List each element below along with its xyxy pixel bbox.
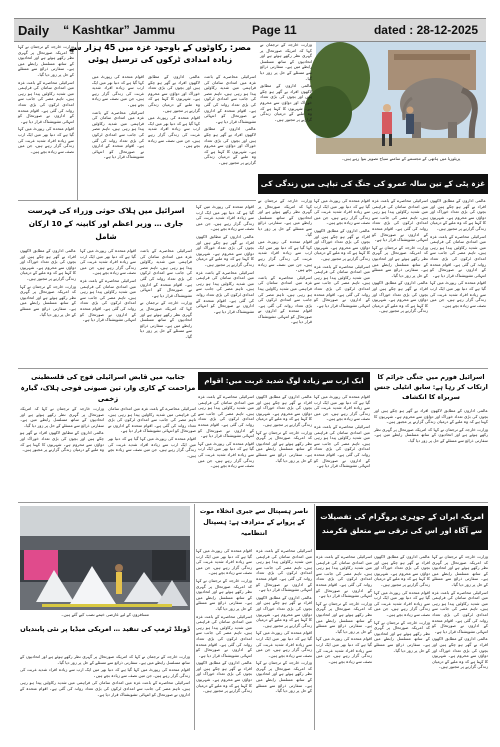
hospital-text-2d: عالمی اداروں کے مطابق لاکھوں افراد بے گھر ہو چکے ہیں اور بچوں کی بڑی تعداد خوراک اور دواؤں سے محروم ہے۔ شہریوں کا کہنا ہے کہ وہ ملبے کے درمیان زندگی گزارنے پر مجبور ہیں۔ (196, 660, 252, 694)
gaza-text-3: اقوام متحدہ کی رپورٹ میں کہا گیا ہے کہ دنیا بھر میں ایک ارب سے زیادہ افراد شدید غربت کی زندگی گزار رہے ہیں، جن میں نصف سے زیادہ بچے ہیں۔ (314, 198, 370, 226)
poverty-text-2b: وزارت خارجہ کے ترجمان نے کہا کہ امریکہ صورتحال پر گہری نظر رکھے ہوئے ہے اور اتحادیوں کے ساتھ مسلسل رابطے میں ہے۔ سفارتی ذرائع سے مسئلے کے حل پر زور دیا گیا۔ (256, 429, 312, 463)
egypt-text-2: عالمی اداروں کے مطابق لاکھوں افراد بے گھر ہو چکے ہیں اور بچوں کی بڑی تعداد خوراک اور دواؤں سے محروم ہے۔ شہریوں کا کہنا ہے کہ وہ ملبے کے درمیان زندگی گزارنے پر مجبور ہیں۔ (148, 74, 200, 113)
israel-text-2b: اسرائیلی محاصرے کے باعث غزہ میں امدادی سامان کی فراہمی میں شدید رکاوٹیں پیدا ہو رہی ہیں، تاہم مصر کی جانب سے امدادی ٹرکوں کی بڑی تعداد روانہ کی گئی ہے۔ اقوام متحدہ کے اداروں نے صورتحال کو انتہائی تشویشناک قرار دیا ہے۔ (80, 277, 136, 323)
media-col (20, 654, 190, 728)
israel-text-1b: وزارت خارجہ کے ترجمان نے کہا کہ امریکہ صورتحال پر گہری نظر رکھے ہوئے ہے اور اتحادیوں کے ساتھ مسلسل رابطے میں ہے۔ سفارتی ذرائع سے مسئلے کے حل پر زور دیا گیا۔ (140, 300, 192, 339)
westbank-col-1 (108, 406, 196, 498)
israel-col-2 (80, 248, 136, 364)
iran-text-1c: عالمی اداروں کے مطابق لاکھوں افراد بے گھر ہو چکے ہیں اور بچوں کی بڑی تعداد خوراک اور دواؤں سے محروم ہے۔ شہریوں کا کہنا ہے کہ وہ ملبے کے درمیان زندگی گزارنے پر مجبور ہیں۔ (432, 636, 488, 670)
egypt-column-3 (92, 74, 144, 194)
westbank-text-1: اسرائیلی محاصرے کے باعث غزہ میں امدادی سامان کی فراہمی میں شدید رکاوٹیں پیدا ہو رہی ہیں، تاہم مصر کی جانب سے امدادی ٹرکوں کی بڑی تعداد روانہ کی گئی ہے۔ اقوام متحدہ کے اداروں نے صورتحال کو انتہائی تشویشناک قرار دیا ہے۔ (108, 406, 196, 434)
gaza-text-2b: وزارت خارجہ کے ترجمان نے کہا کہ امریکہ صورتحال پر گہری نظر رکھے ہوئے ہے اور اتحادیوں کے ساتھ مسلسل رابطے میں ہے۔ سفارتی ذرائع سے مسئلے کے حل پر زور دیا گیا۔ (372, 244, 428, 278)
narrow-side-text-c: اسرائیلی محاصرے کے باعث غزہ میں امدادی سامان کی فراہمی میں شدید رکاوٹیں پیدا ہو رہی ہیں، تاہم مصر کی جانب سے امدادی ٹرکوں کی بڑی تعداد روانہ کی گئی ہے۔ اقوام متحدہ کے اداروں نے صورتحال کو انتہائی تشویشناک قرار دیا ہے۔ (196, 269, 254, 314)
hospital-col-1 (256, 548, 312, 730)
iran-text-3c: اقوام متحدہ کی رپورٹ میں کہا گیا ہے کہ دنیا بھر میں ایک ارب سے زیادہ افراد شدید غربت کی زندگی گزار رہے ہیں، جن میں نصف سے زیادہ بچے ہیں۔ (316, 636, 372, 664)
headline-hospital: ناصر ہسپتال سے جبری انخلاء موت کے پروانے کے مترادف ہے: ہسپتال انتظامیہ (199, 507, 309, 537)
divider (18, 368, 488, 369)
headline-israel-list: اسرائیل میں ہلاک حوثی وزراء کی فہرست جاری … وزیر اعظم اور کابینہ کے 10 ارکان شامل (27, 206, 185, 241)
headline-media: ڈونلڈ ٹرمپ کی تنقید … امریکی میڈیا پر نئی پابندیاں (20, 625, 190, 633)
headline-iran: امریکہ ایران کے جوہری پروگرام کی تفصیلات سے آگاہ اور اس کی ترقی سے متعلق فکرمند (316, 506, 488, 550)
poverty-text-3b: اقوام متحدہ کی رپورٹ میں کہا گیا ہے کہ دنیا بھر میں ایک ارب سے زیادہ افراد شدید غربت کی زندگی گزار رہے ہیں، جن میں نصف سے زیادہ بچے ہیں۔ (198, 440, 254, 469)
westbank-col-2 (20, 406, 104, 498)
strip-text-1b: اسرائیلی محاصرے کے باعث غزہ میں امدادی سامان کی فراہمی میں شدید رکاوٹیں پیدا ہو رہی ہیں، تاہم مصر کی جانب سے امدادی ٹرکوں کی بڑی تعداد روانہ کی گئی ہے۔ اقوام متحدہ کے اداروں نے صورتحال کو انتہائی تشویشناک قرار دیا ہے۔ (18, 79, 74, 124)
hospital-text-2b: وزارت خارجہ کے ترجمان نے کہا کہ امریکہ صورتحال پر گہری نظر رکھے ہوئے ہے اور اتحادیوں کے ساتھ مسلسل رابطے میں ہے۔ سفارتی ذرائع سے مسئلے کے حل پر زور دیا گیا۔ (196, 577, 252, 611)
headline-west-bank: جنابیہ میں قابض اسرائیلی فوج کی فلسطینی مزاحمت کے کاری وار، تین صیونی فوجی ہلاک، گیارہ زخمی (20, 373, 196, 403)
israel-col-1 (140, 248, 192, 364)
narrow-side-text: اقوام متحدہ کی رپورٹ میں کہا گیا ہے کہ دنیا بھر میں ایک ارب سے زیادہ افراد شدید غربت کی زندگی گزار رہے ہیں، جن میں نصف سے زیادہ بچے ہیں۔ (196, 204, 254, 232)
poverty-text-2: عالمی اداروں کے مطابق لاکھوں افراد بے گھر ہو چکے ہیں اور بچوں کی بڑی تعداد خوراک اور دواؤں سے محروم ہے۔ شہریوں کا کہنا ہے کہ وہ ملبے کے درمیان زندگی گزارنے پر مجبور ہیں۔ (256, 394, 312, 427)
divider (18, 200, 256, 201)
egypt-column-2 (148, 74, 200, 194)
divider (18, 502, 488, 503)
headline-egypt: مصر: رکاوٹوں کے باوجود غزہ میں 45 ہزار سے زیادہ امدادی ٹرکوں کی ترسیل ہوئی (69, 43, 251, 64)
top-right-text: وزارت خارجہ کے ترجمان نے کہا کہ امریکہ صورتحال پر گہری نظر رکھے ہوئے ہے اور اتحادیوں کے ساتھ مسلسل رابطے میں ہے۔ سفارتی ذرائع سے مسئلے کے حل پر زور دیا گیا۔ (260, 42, 312, 81)
iran-text-1: وزارت خارجہ کے ترجمان نے کہا کہ امریکہ صورتحال پر گہری نظر رکھے ہوئے ہے اور اتحادیوں کے ساتھ مسلسل رابطے میں ہے۔ سفارتی ذرائع سے مسئلے کے حل پر زور دیا گیا۔ (432, 554, 488, 587)
iran-text-2b: اقوام متحدہ کی رپورٹ میں کہا گیا ہے کہ دنیا بھر میں ایک ارب سے زیادہ افراد شدید غربت کی زندگی گزار رہے ہیں، جن میں نصف سے زیادہ بچے ہیں۔ (374, 589, 430, 617)
top-right-text-b: عالمی اداروں کے مطابق لاکھوں افراد بے گھر ہو چکے ہیں اور بچوں کی بڑی تعداد خوراک اور دواؤں سے محروم ہے۔ شہریوں کا کہنا ہے کہ وہ ملبے کے درمیان زندگی گزارنے پر مجبور ہیں۔ (260, 83, 312, 122)
gaza-col-4 (258, 198, 312, 360)
masthead-date: dated : 28-12-2025 (373, 23, 478, 37)
hospital-text-1d: وزارت خارجہ کے ترجمان نے کہا کہ امریکہ صورتحال پر گہری نظر رکھے ہوئے ہے اور اتحادیوں کے ساتھ مسلسل رابطے میں ہے۔ سفارتی ذرائع سے مسئلے کے حل پر زور دیا گیا۔ (256, 660, 312, 694)
egypt-text-3: اقوام متحدہ کی رپورٹ میں کہا گیا ہے کہ دنیا بھر میں ایک ارب سے زیادہ افراد شدید غربت کی زندگی گزار رہے ہیں، جن میں نصف سے زیادہ بچے ہیں۔ (92, 74, 144, 107)
westbank-text-2: وزارت خارجہ کے ترجمان نے کہا کہ امریکہ صورتحال پر گہری نظر رکھے ہوئے ہے اور اتحادیوں کے ساتھ مسلسل رابطے میں ہے۔ سفارتی ذرائع سے مسئلے کے حل پر زور دیا گیا۔ (20, 406, 104, 428)
iran-text-1b: اسرائیلی محاصرے کے باعث غزہ میں امدادی سامان کی فراہمی میں شدید رکاوٹیں پیدا ہو رہی ہیں، تاہم مصر کی جانب سے امدادی ٹرکوں کی بڑی تعداد روانہ کی گئی ہے۔ اقوام متحدہ کے اداروں نے صورتحال کو انتہائی تشویشناک قرار دیا ہے۔ (432, 589, 488, 634)
egypt-column-1 (204, 74, 256, 194)
masthead (14, 18, 486, 42)
divider (314, 504, 315, 730)
elephant-photo (316, 42, 486, 154)
israel-text-1: اسرائیلی محاصرے کے باعث غزہ میں امدادی سامان کی فراہمی میں شدید رکاوٹیں پیدا ہو رہی ہیں، تاہم مصر کی جانب سے امدادی ٹرکوں کی بڑی تعداد روانہ کی گئی ہے۔ اقوام متحدہ کے اداروں نے صورتحال کو انتہائی تشویشناک قرار دیا ہے۔ (140, 248, 192, 298)
hospital-col-2 (196, 548, 252, 730)
iran-text-2c: وزارت خارجہ کے ترجمان نے کہا کہ امریکہ صورتحال پر گہری نظر رکھے ہوئے ہے اور اتحادیوں کے ساتھ مسلسل رابطے میں ہے۔ سفارتی ذرائع سے مسئلے کے حل پر زور دیا گیا۔ (374, 619, 430, 653)
gaza-col-1 (430, 198, 486, 360)
media-text-c: اسرائیلی محاصرے کے باعث غزہ میں امدادی سامان کی فراہمی میں شدید رکاوٹیں پیدا ہو رہی ہیں، تاہم مصر کی جانب سے امدادی ٹرکوں کی بڑی تعداد روانہ کی گئی ہے۔ اقوام متحدہ کے اداروں نے صورتحال کو انتہائی تشویشناک قرار دیا ہے۔ (20, 680, 190, 697)
gaza-text-1: عالمی اداروں کے مطابق لاکھوں افراد بے گھر ہو چکے ہیں اور بچوں کی بڑی تعداد خوراک اور دواؤں سے محروم ہے۔ شہریوں کا کہنا ہے کہ وہ ملبے کے درمیان زندگی گزارنے پر مجبور ہیں۔ (430, 198, 486, 231)
israel-text-2: اقوام متحدہ کی رپورٹ میں کہا گیا ہے کہ دنیا بھر میں ایک ارب سے زیادہ افراد شدید غربت کی زندگی گزار رہے ہیں، جن میں نصف سے زیادہ بچے ہیں۔ (80, 248, 136, 276)
poverty-text-1: اقوام متحدہ کی رپورٹ میں کہا گیا ہے کہ دنیا بھر میں ایک ارب سے زیادہ افراد شدید غربت کی زندگی گزار رہے ہیں، جن میں نصف سے زیادہ بچے ہیں۔ (314, 394, 370, 422)
gaza-text-4: وزارت خارجہ کے ترجمان نے کہا کہ امریکہ صورتحال پر گہری نظر رکھے ہوئے ہے اور اتحادیوں کے ساتھ مسلسل رابطے میں ہے۔ سفارتی ذرائع سے مسئلے کے حل پر زور دیا گیا۔ (258, 198, 312, 237)
strip-text-1c: اقوام متحدہ کی رپورٹ میں کہا گیا ہے کہ دنیا بھر میں ایک ارب سے زیادہ افراد شدید غربت کی زندگی گزار رہے ہیں، جن میں نصف سے زیادہ بچے ہیں۔ (18, 126, 74, 154)
poverty-col-3 (198, 394, 254, 498)
gaza-text-3b: عالمی اداروں کے مطابق لاکھوں افراد بے گھر ہو چکے ہیں اور بچوں کی بڑی تعداد خوراک اور دواؤں سے محروم ہے۔ شہریوں کا کہنا ہے کہ وہ ملبے کے درمیان زندگی گزارنے پر مجبور ہیں۔ (314, 227, 370, 261)
narrow-side-column (196, 204, 254, 364)
divider (77, 42, 78, 200)
masthead-daily: Daily (18, 22, 50, 38)
media-text: وزارت خارجہ کے ترجمان نے کہا کہ امریکہ صورتحال پر گہری نظر رکھے ہوئے ہے اور اتحادیوں کے ساتھ مسلسل رابطے میں ہے۔ سفارتی ذرائع سے مسئلے کے حل پر زور دیا گیا۔ (20, 654, 190, 665)
strip-text-1: وزارت خارجہ کے ترجمان نے کہا کہ امریکہ صورتحال پر گہری نظر رکھے ہوئے ہے اور اتحادیوں کے ساتھ مسلسل رابطے میں ہے۔ سفارتی ذرائع سے مسئلے کے حل پر زور دیا گیا۔ (18, 44, 74, 77)
iran-col-2 (374, 554, 430, 730)
narrow-side-text-b: عالمی اداروں کے مطابق لاکھوں افراد بے گھر ہو چکے ہیں اور بچوں کی بڑی تعداد خوراک اور دواؤں سے محروم ہے۔ شہریوں کا کہنا ہے کہ وہ ملبے کے درمیان زندگی گزارنے پر مجبور ہیں۔ (196, 233, 254, 267)
westbank-text-1b: اقوام متحدہ کی رپورٹ میں کہا گیا ہے کہ دنیا بھر میں ایک ارب سے زیادہ افراد شدید غربت کی زندگی گزار رہے ہیں، جن میں نصف سے زیادہ بچے ہیں۔ (108, 435, 196, 458)
masthead-paper-name: “ Kashtkar” Jammu (63, 23, 176, 37)
warcrimes-text-b: وزارت خارجہ کے ترجمان نے کہا کہ امریکہ صورتحال پر گہری نظر رکھے ہوئے ہے اور اتحادیوں کے ساتھ مسلسل رابطے میں ہے۔ سفارتی ذرائع سے مسئلے کے حل پر زور دیا گیا۔ (374, 426, 488, 443)
iran-col-1 (432, 554, 488, 730)
warcrimes-col (374, 408, 488, 498)
elephant-caption: پریٹوریا میں ہاتھی کے مجسمے کے سامنے سیاح تصویر بنوا رہے ہیں۔ (341, 156, 461, 161)
top-right-text-column (260, 42, 312, 162)
headline-gaza-children: غزہ پٹی کے تین سالہ عمرو کی جنگ کی تباہی میں زندگی کی تلاش (258, 174, 488, 194)
hospital-text-1c: اقوام متحدہ کی رپورٹ میں کہا گیا ہے کہ دنیا بھر میں ایک ارب سے زیادہ افراد شدید غربت کی زندگی گزار رہے ہیں، جن میں نصف سے زیادہ بچے ہیں۔ (256, 630, 312, 658)
iran-text-2: عالمی اداروں کے مطابق لاکھوں افراد بے گھر ہو چکے ہیں اور بچوں کی بڑی تعداد خوراک اور دواؤں سے محروم ہے۔ شہریوں کا کہنا ہے کہ وہ ملبے کے درمیان زندگی گزارنے پر مجبور ہیں۔ (374, 554, 430, 587)
gaza-text-2c: عالمی اداروں کے مطابق لاکھوں افراد بے گھر ہو چکے ہیں اور بچوں کی بڑی تعداد خوراک اور دواؤں سے محروم ہے۔ شہریوں کا کہنا ہے کہ وہ ملبے کے درمیان زندگی گزارنے پر مجبور ہیں۔ (372, 280, 428, 314)
hospital-text-1b: عالمی اداروں کے مطابق لاکھوں افراد بے گھر ہو چکے ہیں اور بچوں کی بڑی تعداد خوراک اور دواؤں سے محروم ہے۔ شہریوں کا کہنا ہے کہ وہ ملبے کے درمیان زندگی گزارنے پر مجبور ہیں۔ (256, 594, 312, 628)
media-text-b: اقوام متحدہ کی رپورٹ میں کہا گیا ہے کہ دنیا بھر میں ایک ارب سے زیادہ افراد شدید غربت کی زندگی گزار رہے ہیں، جن میں نصف سے زیادہ بچے ہیں۔ (20, 667, 190, 678)
egypt-text-1: اسرائیلی محاصرے کے باعث غزہ میں امدادی سامان کی فراہمی میں شدید رکاوٹیں پیدا ہو رہی ہیں، تاہم مصر کی جانب سے امدادی ٹرکوں کی بڑی تعداد روانہ کی گئی ہے۔ اقوام متحدہ کے اداروں نے صورتحال کو انتہائی تشویشناک قرار دیا ہے۔ (204, 74, 256, 124)
israel-text-3: عالمی اداروں کے مطابق لاکھوں افراد بے گھر ہو چکے ہیں اور بچوں کی بڑی تعداد خوراک اور دواؤں سے محروم ہے۔ شہریوں کا کہنا ہے کہ وہ ملبے کے درمیان زندگی گزارنے پر مجبور ہیں۔ (20, 248, 76, 281)
gaza-text-1b: اسرائیلی محاصرے کے باعث غزہ میں امدادی سامان کی فراہمی میں شدید رکاوٹیں پیدا ہو رہی ہیں، تاہم مصر کی جانب سے امدادی ٹرکوں کی بڑی تعداد روانہ کی گئی ہے۔ اقوام متحدہ کے اداروں نے صورتحال کو انتہائی تشویشناک قرار دیا ہے۔ (430, 233, 486, 278)
egypt-text-3b: اسرائیلی محاصرے کے باعث غزہ میں امدادی سامان کی فراہمی میں شدید رکاوٹیں پیدا ہو رہی ہیں، تاہم مصر کی جانب سے امدادی ٹرکوں کی بڑی تعداد روانہ کی گئی ہے۔ اقوام متحدہ کے اداروں نے صورتحال کو انتہائی تشویشناک قرار دیا ہے۔ (92, 109, 144, 160)
gaza-col-3 (314, 198, 370, 360)
westbank-text-2b: عالمی اداروں کے مطابق لاکھوں افراد بے گھر ہو چکے ہیں اور بچوں کی بڑی تعداد خوراک اور دواؤں سے محروم ہے۔ شہریوں کا کہنا ہے کہ وہ ملبے کے درمیان زندگی گزارنے پر مجبور ہیں۔ (20, 430, 104, 453)
gaza-col-2 (372, 198, 428, 360)
israel-text-3b: وزارت خارجہ کے ترجمان نے کہا کہ امریکہ صورتحال پر گہری نظر رکھے ہوئے ہے اور اتحادیوں کے ساتھ مسلسل رابطے میں ہے۔ سفارتی ذرائع سے مسئلے کے حل پر زور دیا گیا۔ (20, 283, 76, 317)
gaza-text-4c: اسرائیلی محاصرے کے باعث غزہ میں امدادی سامان کی فراہمی میں شدید رکاوٹیں پیدا ہو رہی ہیں، تاہم مصر کی جانب سے امدادی ٹرکوں کی بڑی تعداد روانہ کی گئی ہے۔ اقوام متحدہ کے اداروں نے صورتحال کو انتہائی تشویشناک قرار دیا ہے۔ (258, 274, 312, 325)
poverty-col-1 (314, 394, 370, 498)
gaza-text-1c: اقوام متحدہ کی رپورٹ میں کہا گیا ہے کہ دنیا بھر میں ایک ارب سے زیادہ افراد شدید غربت کی زندگی گزار رہے ہیں، جن میں نصف سے زیادہ بچے ہیں۔ (430, 280, 486, 308)
poverty-text-1b: اسرائیلی محاصرے کے باعث غزہ میں امدادی سامان کی فراہمی میں شدید رکاوٹیں پیدا ہو رہی ہیں، تاہم مصر کی جانب سے امدادی ٹرکوں کی بڑی تعداد روانہ کی گئی ہے۔ اقوام متحدہ کے اداروں نے صورتحال کو انتہائی تشویشناک قرار دیا ہے۔ (314, 423, 370, 469)
hospital-text-2c: اسرائیلی محاصرے کے باعث غزہ میں امدادی سامان کی فراہمی میں شدید رکاوٹیں پیدا ہو رہی ہیں، تاہم مصر کی جانب سے امدادی ٹرکوں کی بڑی تعداد روانہ کی گئی ہے۔ اقوام متحدہ کے اداروں نے صورتحال کو انتہائی تشویشناک قرار دیا ہے۔ (196, 613, 252, 658)
divider (194, 504, 195, 730)
hospital-text-2: اقوام متحدہ کی رپورٹ میں کہا گیا ہے کہ دنیا بھر میں ایک ارب سے زیادہ افراد شدید غربت کی زندگی گزار رہے ہیں، جن میں نصف سے زیادہ بچے ہیں۔ (196, 548, 252, 576)
warcrimes-text: عالمی اداروں کے مطابق لاکھوں افراد بے گھر ہو چکے ہیں اور بچوں کی بڑی تعداد خوراک اور دواؤں سے محروم ہے۔ شہریوں کا کہنا ہے کہ وہ ملبے کے درمیان زندگی گزارنے پر مجبور ہیں۔ (374, 408, 488, 425)
masthead-page-number: Page 11 (252, 23, 297, 37)
poverty-col-2 (256, 394, 312, 498)
headline-war-crimes: اسرائیل فورم میں جنگی جرائم کا ارتکاب کر رہا ہے: سابق انٹیلی جنس سربراہ کا انکشاف (374, 373, 488, 401)
egypt-text-1b: عالمی اداروں کے مطابق لاکھوں افراد بے گھر ہو چکے ہیں اور بچوں کی بڑی تعداد خوراک اور دواؤں سے محروم ہے۔ شہریوں کا کہنا ہے کہ وہ ملبے کے درمیان زندگی گزارنے پر مجبور ہیں۔ (204, 126, 256, 165)
gaza-text-4b: اقوام متحدہ کی رپورٹ میں کہا گیا ہے کہ دنیا بھر میں ایک ارب سے زیادہ افراد شدید غربت کی زندگی گزار رہے ہیں، جن میں نصف سے زیادہ بچے ہیں۔ (258, 239, 312, 273)
tents-photo (20, 506, 190, 610)
israel-col-3 (20, 248, 76, 364)
gaza-text-2: اسرائیلی محاصرے کے باعث غزہ میں امدادی سامان کی فراہمی میں شدید رکاوٹیں پیدا ہو رہی ہیں، تاہم مصر کی جانب سے امدادی ٹرکوں کی بڑی تعداد روانہ کی گئی ہے۔ اقوام متحدہ کے اداروں نے صورتحال کو انتہائی تشویشناک قرار دیا ہے۔ (372, 198, 428, 243)
hospital-text-1: اسرائیلی محاصرے کے باعث غزہ میں امدادی سامان کی فراہمی میں شدید رکاوٹیں پیدا ہو رہی ہیں، تاہم مصر کی جانب سے امدادی ٹرکوں کی بڑی تعداد روانہ کی گئی ہے۔ اقوام متحدہ کے اداروں نے صورتحال کو انتہائی تشویشناک قرار دیا ہے۔ (256, 548, 312, 593)
tents-caption: مسافروں کے لیے عارضی خیمے نصب کیے گئے ہیں۔ (60, 612, 149, 617)
egypt-text-2b: اقوام متحدہ کی رپورٹ میں کہا گیا ہے کہ دنیا بھر میں ایک ارب سے زیادہ افراد شدید غربت کی زندگی گزار رہے ہیں، جن میں نصف سے زیادہ بچے ہیں۔ (148, 115, 200, 149)
iran-text-3b: وزارت خارجہ کے ترجمان نے کہا کہ امریکہ صورتحال پر گہری نظر رکھے ہوئے ہے اور اتحادیوں کے ساتھ مسلسل رابطے میں ہے۔ سفارتی ذرائع سے مسئلے کے حل پر زور دیا گیا۔ (316, 600, 372, 634)
left-strip-column (18, 44, 74, 196)
poverty-text-3: اسرائیلی محاصرے کے باعث غزہ میں امدادی سامان کی فراہمی میں شدید رکاوٹیں پیدا ہو رہی ہیں، تاہم مصر کی جانب سے امدادی ٹرکوں کی بڑی تعداد روانہ کی گئی ہے۔ اقوام متحدہ کے اداروں نے صورتحال کو انتہائی تشویشناک قرار دیا ہے۔ (198, 394, 254, 439)
iran-col-3 (316, 554, 372, 730)
gaza-text-3c: اسرائیلی محاصرے کے باعث غزہ میں امدادی سامان کی فراہمی میں شدید رکاوٹیں پیدا ہو رہی ہیں، تاہم مصر کی جانب سے امدادی ٹرکوں کی بڑی تعداد روانہ کی گئی ہے۔ اقوام متحدہ کے اداروں نے صورتحال کو انتہائی تشویشناک قرار دیا ہے۔ (314, 263, 370, 308)
headline-poverty: ایک ارب سے زیادہ لوگ شدید غربت میں: اقوام (198, 372, 370, 390)
iran-text-3: اسرائیلی محاصرے کے باعث غزہ میں امدادی سامان کی فراہمی میں شدید رکاوٹیں پیدا ہو رہی ہیں، تاہم مصر کی جانب سے امدادی ٹرکوں کی بڑی تعداد روانہ کی گئی ہے۔ اقوام متحدہ کے اداروں نے صورتحال کو انتہائی تشویشناک قرار دیا ہے۔ (316, 554, 372, 599)
